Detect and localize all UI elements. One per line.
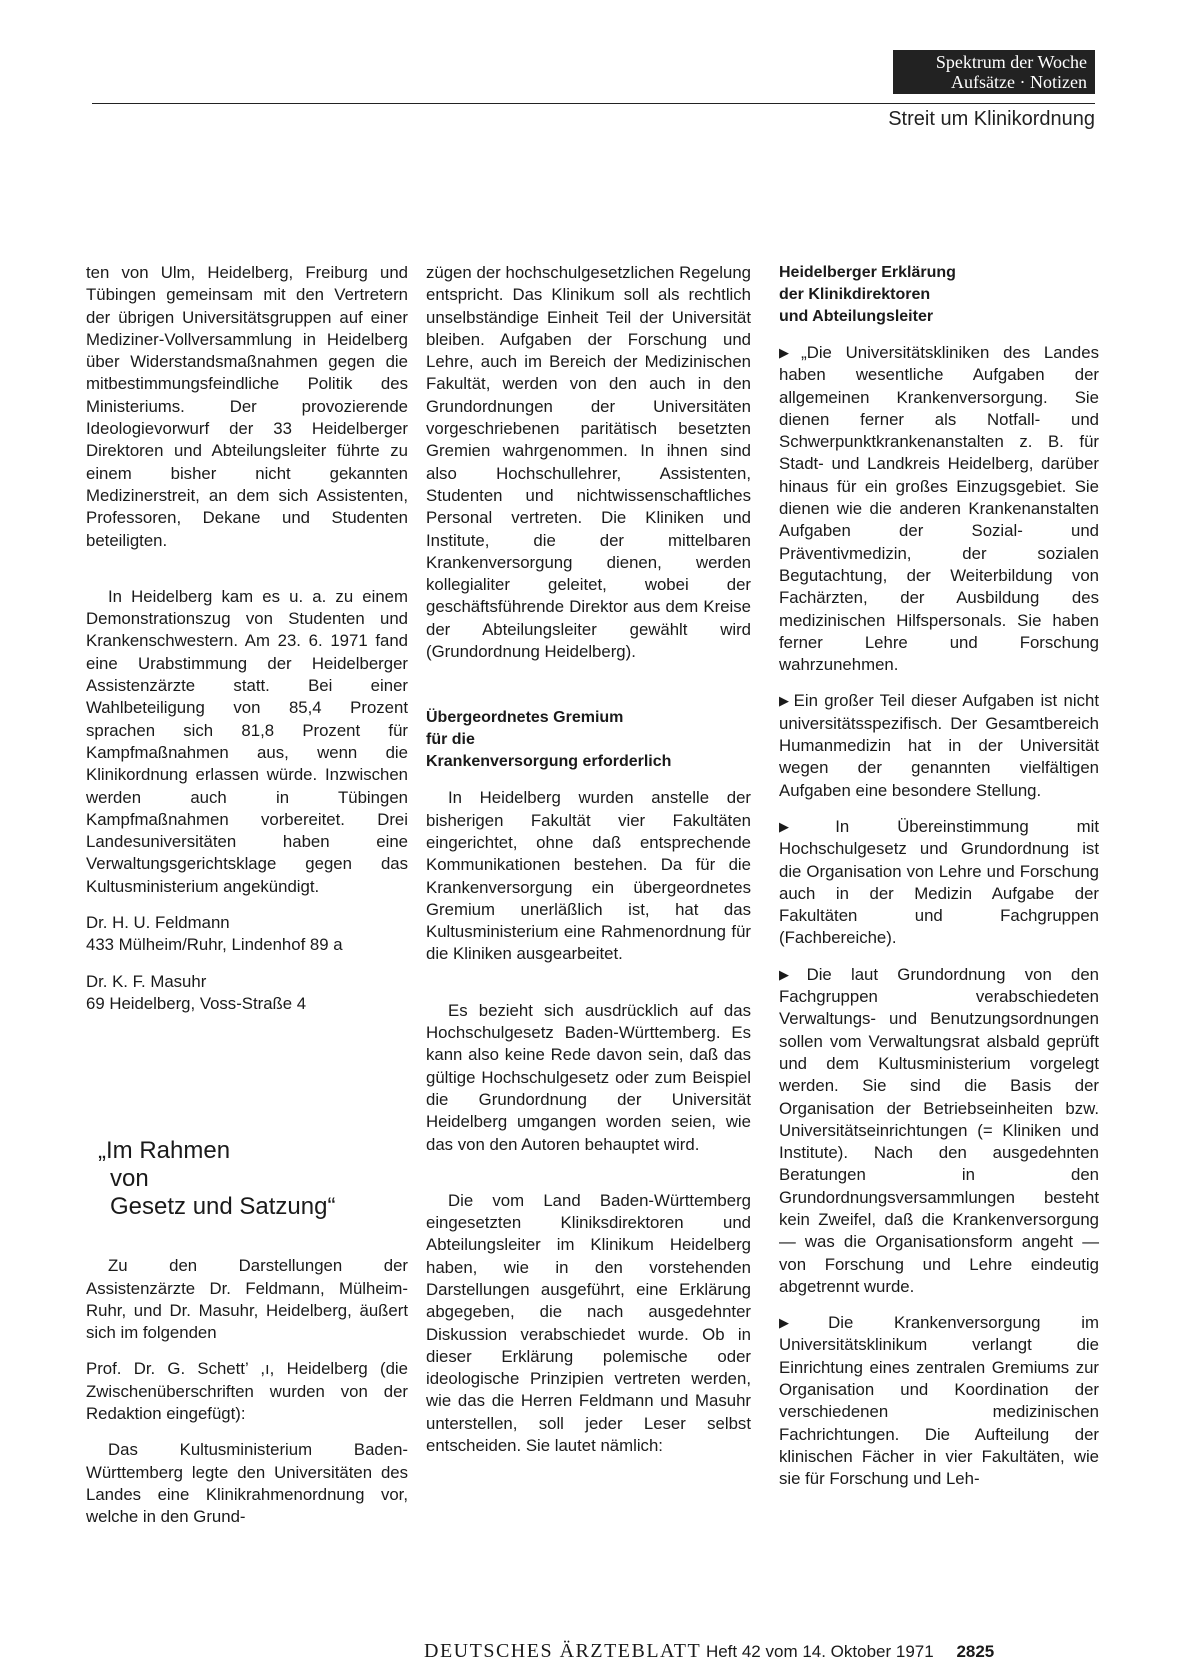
col2-paragraph-2: In Heidelberg wurden anstelle der bisherigen Fakultät vier Fakultäten eingerichtet, ohne daß entsprechende Kommunikationen bestehen. Da für die Krankenversorgung ein übergeordnetes Gremium unerläßlich ist, hat das Kultusministerium eine Rahmenordnung für die Kliniken ausgearbeitet. [426, 788, 751, 964]
col3-subheading-line1: Heidelberger Erklärung [779, 264, 956, 281]
section-badge [893, 50, 1095, 94]
col1-paragraph-3: Zu den Darstellungen der Assistenzärzte Dr. Feldmann, Mülheim-Ruhr, und Dr. Masuhr, Heidelberg, äußert sich im folgenden [86, 1256, 408, 1343]
col2-subheading-line2: für die [426, 731, 475, 749]
issue-info: Heft 42 vom 14. Oktober 1971 [705, 1642, 934, 1661]
section-badge-line1: Spektrum der Woche [935, 52, 1087, 72]
header-rule [92, 103, 1095, 104]
declaration-point-2: ▶ Ein großer Teil dieser Aufgaben ist nicht universitätsspezifisch. Der Gesamtbereich Humanmedizin hat in der Universität wegen der genannten vielfältigen Aufgaben eine besondere Stellung. [779, 691, 1099, 800]
triangle-bullet-icon: ▶ [779, 818, 833, 834]
signature-2-address: 69 Heidelberg, Voss-Straße 4 [86, 993, 307, 1013]
col3-subheading-line3: und Abteilungsleiter [779, 308, 934, 325]
article-headline-line1: „Im Rahmen [98, 1137, 231, 1165]
declaration-point-5: ▶ Die Krankenversorgung im Universitätsklinikum verlangt die Einrichtung eines zentralen Gremiums zur Organisation und Koordination der verschiedenen medizinischen Fachrichtungen. Die Aufteilung der klinischen Fächer in vier Fakultäten, wie sie für Forschung und Leh- [779, 1313, 1099, 1489]
section-title: Streit um Klinikordnung [888, 108, 1095, 130]
declaration-point-3: ▶ In Übereinstimmung mit Hochschulgesetz und Grundordnung ist die Organisation von Lehre und Forschung auch in der Medizin Aufgabe der Fakultäten und Fachgruppen (Fachbereiche). [779, 816, 1099, 948]
article-headline-line2: von [110, 1165, 149, 1193]
col2-subheading-line3: Krankenversorgung erforderlich [426, 753, 672, 771]
declaration-point-4: ▶ Die laut Grundordnung von den Fachgruppen verabschiedeten Verwaltungs- und Benutzungsordnungen sollen vom Verwaltungsrat alsbald geprüft und dem Kultusministerium vorgelegt werden. Sie sind die Basis der Organisation der Betriebseinheiten bzw. Universitätseinrichtungen (= Kliniken und Institute). Nach den ausgedehnten Beratungen in den Grundordnungsversammlungen besteht kein Zweifel, daß die Krankenversorgung — was die Organisationsform angeht — von Forschung und Lehre eindeutig abgetrennt wurde. [779, 964, 1100, 1296]
col2-paragraph-1: zügen der hochschulgesetzlichen Regelung entspricht. Das Klinikum soll als rechtlich unselbständige Einheit Teil der Universität bleiben. Aufgaben der Forschung und Lehre, auch im Bereich der Medizinischen Fakultät, werden von den auch in den Grundordnungen der Universitäten vorgeschriebenen paritätisch besetzten Gremien wahrgenommen. In ihnen sind also Hochschullehrer, Assistenten, Studenten und nichtwissenschaftliches Personal vertreten. Die Kliniken und Institute, die der mittelbaren Krankenversorgung dienen, werden kollegialiter geleitet, wobei der geschäftsführende Direktor aus dem Kreise der Abteilungsleiter gewählt wird (Grundordnung Heidelberg). [426, 263, 751, 662]
col2-subheading-line1: Übergeordnetes Gremium [426, 709, 624, 727]
col2-paragraph-4: Die vom Land Baden-Württemberg eingesetzten Kliniksdirektoren und Abteilungsleiter im Klinikum Heidelberg haben, wie in den vorstehenden Darstellungen ausgeführt, eine Erklärung abgegeben, die nach ausgedehnter Diskussion verabschiedet wurde. Ob in dieser Erklärung polemische oder ideologische Prinzipien vertreten werden, wie das die Herren Feldmann und Masuhr unterstellen, soll jeder Leser selbst entscheiden. Sie lautet nämlich: [426, 1190, 751, 1456]
triangle-bullet-icon: ▶ [779, 1315, 826, 1331]
col3-subheading-line2: der Klinikdirektoren [779, 286, 931, 303]
signature-2-name: Dr. K. F. Masuhr [86, 971, 207, 991]
col1-paragraph-4: Das Kultusministerium Baden-Württemberg legte den Universitäten des Landes eine Klinikrahmenordnung vor, welche in den Grund- [86, 1440, 408, 1527]
declaration-point-1: ▶ „Die Universitätskliniken des Landes haben wesentliche Aufgaben der allgemeinen Krankenversorgung. Sie dienen ferner als Notfall- und Schwerpunktkrankenanstalten z. B. für Stadt- und Landkreis Heidelberg, darüber hinaus für ein großes Einzugsgebiet. Sie dienen wie die anderen Krankenanstalten Aufgaben der Sozial- und Präventivmedizin, der sozialen Begutachtung, der Weiterbildung von Fachärzten, der Ausbildung des medizinischen Hilfspersonals. Sie haben ferner Lehre und Forschung wahrzunehmen. [779, 343, 1099, 675]
column-1 [86, 262, 408, 1528]
article-headline-line3: Gesetz und Satzung“ [110, 1193, 336, 1221]
article-headline [98, 1137, 408, 1221]
triangle-bullet-icon: ▶ [779, 966, 804, 982]
triangle-bullet-icon: ▶ [779, 693, 791, 709]
magazine-name: DEUTSCHES ÄRZTEBLATT [424, 1640, 702, 1662]
page-number: 2825 [956, 1642, 995, 1661]
column-3 [779, 262, 1099, 1491]
column-2 [426, 262, 751, 1457]
col3-subheading [779, 262, 1099, 328]
col2-paragraph-3: Es bezieht sich ausdrücklich auf das Hochschulgesetz Baden-Württemberg. Es kann also keine Rede davon sein, daß das gültige Hochschulgesetz oder zum Beispiel die Grundordnung der Universität Heidelberg umgangen worden seien, wie das von den Autoren behauptet wird. [426, 1000, 751, 1154]
col2-subheading [426, 707, 751, 773]
triangle-bullet-icon: ▶ [779, 345, 799, 360]
page-footer [424, 1640, 994, 1663]
col1-paragraph-2: In Heidelberg kam es u. a. zu einem Demonstrationszug von Studenten und Krankenschwestern. Am 23. 6. 1971 fand eine Urabstimmung der Heidelberger Assistenzärzte statt. Bei einer Wahlbeteiligung von 85,4 Prozent sprachen sich 81,8 Prozent für Kampfmaßnahmen aus, wenn die Klinikordnung erlassen würde. Inzwischen werden auch in Tübingen Kampfmaßnahmen vorbereitet. Drei Landesuniversitäten haben eine Verwaltungsgerichtsklage gegen das Kultusministerium angekündigt. [86, 586, 408, 896]
col1-paragraph-1: ten von Ulm, Heidelberg, Freiburg und Tübingen gemeinsam mit den Vertretern der übrigen Universitätsgruppen auf einer Mediziner-Vollversammlung in Heidelberg über Widerstandsmaßnahmen gegen die mitbestimmungsfeindliche Politik des Ministeriums. Der provozierende Ideologievorwurf der 33 Heidelberger Direktoren und Abteilungsleiter führte zu einem bisher nicht gekannten Medizinerstreit, an dem sich Assistenten, Professoren, Dekane und Studenten beteiligten. [86, 263, 408, 550]
signature-1-name: Dr. H. U. Feldmann [86, 913, 230, 933]
author-line: Prof. Dr. G. Schett’ ,ı, Heidelberg (die Zwischenüberschriften wurden von der Redaktion eingefügt): [86, 1359, 408, 1423]
section-badge-line2: Aufsätze · Notizen [951, 72, 1087, 92]
signature-1-address: 433 Mülheim/Ruhr, Lindenhof 89 a [86, 935, 343, 955]
